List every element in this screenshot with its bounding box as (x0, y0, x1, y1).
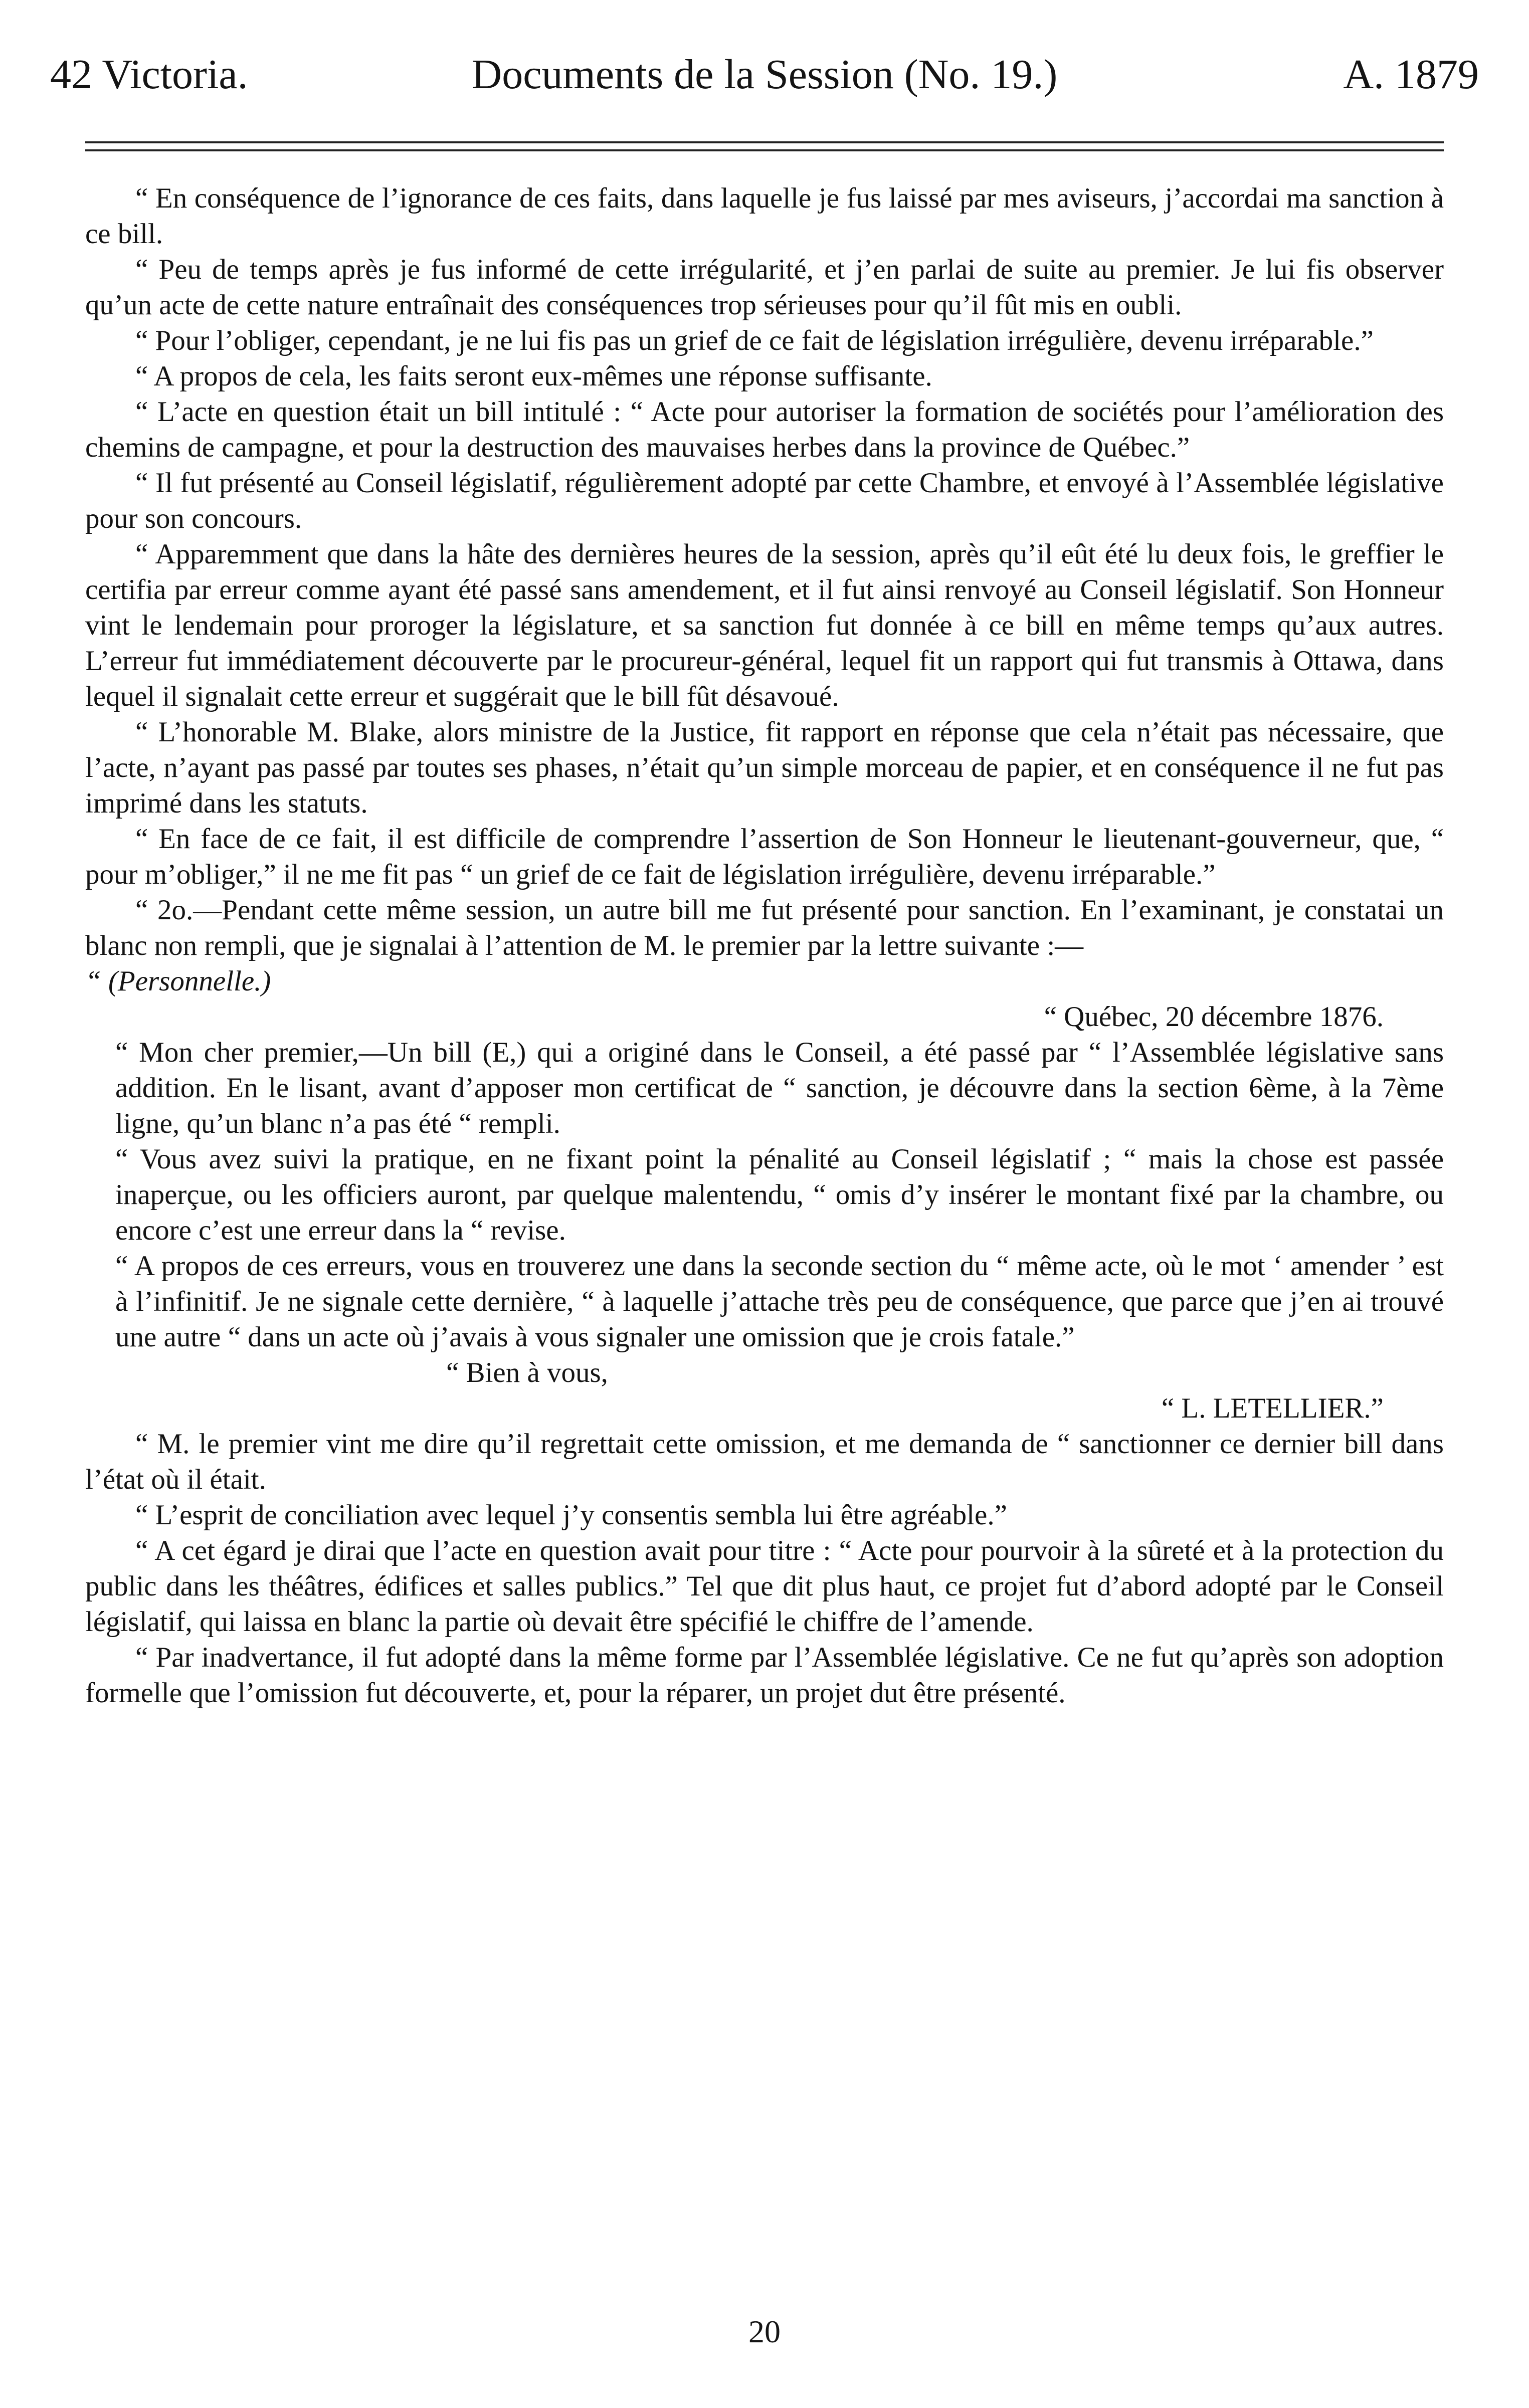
paragraph: “ 2o.—Pendant cette même session, un autre bill me fut présenté pour sanction. En l’examinant, je constatai un blanc non rempli, que je signalai à l’attention de M. le premier par la lettre suivante :— (85, 894, 1444, 961)
paragraph: “ M. le premier vint me dire qu’il regrettait cette omission, et me demanda de “ sanctionner ce dernier bill dans l’état où il était. (85, 1428, 1444, 1495)
paragraph: “ Par inadvertance, il fut adopté dans la même forme par l’Assemblée législative. Ce ne fut qu’après son adoption formelle que l’omission fut découverte, et, pour la réparer, un projet dut être présenté. (85, 1642, 1444, 1709)
paragraph: “ En face de ce fait, il est difficile de comprendre l’assertion de Son Honneur le lieutenant-gouverneur, que, “ pour m’obliger,” il ne me fit pas “ un grief de ce fait de législation irrégulière, devenu irréparable.” (85, 823, 1444, 890)
paragraph: “ Peu de temps après je fus informé de cette irrégularité, et j’en parlai de suite au premier. Je lui fis observer qu’un acte de cette nature entraînait des conséquences trop sérieuses pour qu’il fût mis en oubli. (85, 254, 1444, 321)
header-volume: 42 Victoria. (50, 51, 248, 98)
page-number: 20 (748, 2314, 781, 2349)
paragraph: “ A propos de cela, les faits seront eux-mêmes une réponse suffisante. (135, 360, 932, 392)
paragraph: “ A cet égard je dirai que l’acte en question avait pour titre : “ Acte pour pourvoir à la sûreté et à la protection du public dans les théâtres, édifices et salles publics.” Tel que dit plus haut, ce projet fut d’abord adopté par le Conseil législatif, qui laissa en blanc la partie où devait être spécifié le chiffre de l’amende. (85, 1535, 1444, 1638)
letter-signature: “ L. LETELLIER.” (1161, 1392, 1384, 1424)
paragraph: “ En conséquence de l’ignorance de ces faits, dans laquelle je fus laissé par mes aviseurs, j’accordai ma sanction à ce bill. (85, 182, 1444, 250)
paragraph: “ L’acte en question était un bill intitulé : “ Acte pour autoriser la formation de sociétés pour l’amélioration des chemins de campagne, et pour la destruction des mauvaises herbes dans la province de Québec.” (85, 396, 1444, 463)
header-title: Documents de la Session (No. 19.) (471, 51, 1058, 98)
letter-paragraph: “ Mon cher premier,—Un bill (E,) qui a originé dans le Conseil, a été passé par “ l’Assemblée législative sans addition. En le lisant, avant d’apposer mon certificat de “ sanction, je découvre dans la section 6ème, à la 7ème ligne, qu’un blanc n’a pas été “ rempli. (115, 1037, 1444, 1139)
header-year: A. 1879 (1343, 51, 1479, 98)
page-header (50, 50, 1479, 105)
paragraph: “ L’honorable M. Blake, alors ministre de la Justice, fit rapport en réponse que cela n’était pas nécessaire, que l’acte, n’ayant pas passé par toutes ses phases, n’était qu’un simple morceau de papier, et en conséquence il ne fut pas imprimé dans les statuts. (85, 716, 1444, 819)
paragraph: “ Apparemment que dans la hâte des dernières heures de la session, après qu’il eût été lu deux fois, le greffier le certifia par erreur comme ayant été passé sans amendement, et il fut ainsi renvoyé au Conseil législatif. Son Honneur vint le lendemain pour proroger la législature, et sa sanction fut donnée à ce bill en même temps qu’aux autres. L’erreur fut immédiatement découverte par le procureur-général, lequel fit un rapport qui fut transmis à Ottawa, dans lequel il signalait cette erreur et suggérait que le bill fût désavoué. (85, 538, 1444, 712)
letter-paragraph: “ A propos de ces erreurs, vous en trouverez une dans la seconde section du “ même acte, où le mot ‘ amender ’ est à l’infinitif. Je ne signale cette dernière, “ à laquelle j’attache très peu de conséquence, que parce que j’en ai trouvé une autre “ dans un acte où j’avais à vous signaler une omission que je crois fatale.” (115, 1250, 1444, 1353)
paragraph: “ Pour l’obliger, cependant, je ne lui fis pas un grief de ce fait de législation irrégulière, devenu irréparable.” (135, 325, 1374, 356)
letter-dateline: “ Québec, 20 décembre 1876. (1044, 1001, 1384, 1033)
paragraph: “ L’esprit de conciliation avec lequel j’y consentis sembla lui être agréable.” (135, 1499, 1007, 1531)
letter-closing: “ Bien à vous, (446, 1357, 608, 1388)
header-rule (85, 149, 1444, 151)
paragraph: “ Il fut présenté au Conseil législatif, régulièrement adopté par cette Chambre, et envoyé à l’Assemblée législative pour son concours. (85, 467, 1444, 534)
body-text (85, 180, 1444, 1711)
letter-paragraph: “ Vous avez suivi la pratique, en ne fixant point la pénalité au Conseil législatif ; “ mais la chose est passée inaperçue, ou les officiers auront, par quelque malentendu, “ omis d’y insérer le montant fixé par la chambre, ou encore c’est une erreur dans la “ revise. (115, 1143, 1444, 1246)
header-rule (85, 141, 1444, 143)
letter-label: “ (Personnelle.) (85, 965, 271, 997)
